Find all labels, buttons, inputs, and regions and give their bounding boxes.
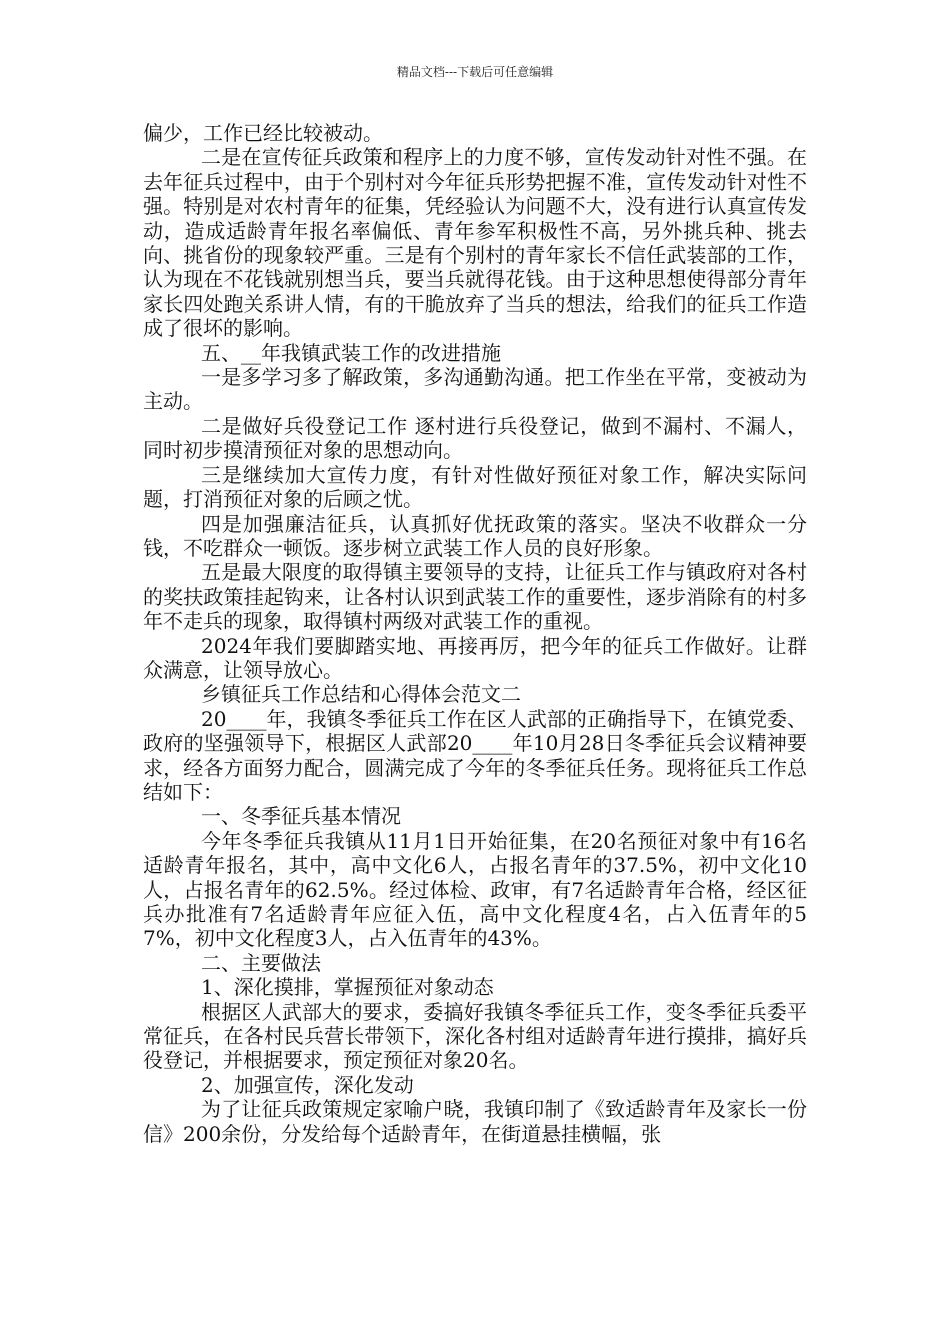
subsection-heading: 2、加强宣传，深化发动	[201, 1072, 414, 1097]
section-heading: 二、主要做法	[201, 950, 321, 975]
page-header: 精品文档---下载后可任意编辑	[396, 65, 554, 79]
paragraph: 四是加强廉洁征兵，认真抓好优抚政策的落实。坚决不收群众一分钱，不吃群众一顿饭。逐步树立武装工作人员的良好形象。	[143, 511, 807, 560]
paragraph: 根据区人武部大的要求，委搞好我镇冬季征兵工作，变冬季征兵委平常征兵，在各村民兵营长带领下，深化各村组对适龄青年进行摸排，搞好兵役登记，并根据要求，预定预征对象20名。	[143, 999, 807, 1073]
paragraph: 二是在宣传征兵政策和程序上的力度不够，宣传发动针对性不强。在去年征兵过程中，由于个别村对今年征兵形势把握不准，宣传发动针对性不强。特别是对农村青年的征集，凭经验认为问题不大，没有进行认真宣传发动，造成适龄青年报名率偏低、青年参军积极性不高，另外挑兵种、挑去向、挑省份的现象较严重。三是有个别村的青年家长不信任武装部的工作，认为现在不花钱就别想当兵，要当兵就得花钱。由于这种思想使得部分青年家长四处跑关系讲人情，有的干脆放弃了当兵的想法，给我们的征兵工作造成了很坏的影响。	[143, 145, 807, 341]
paragraph: 2024年我们要脚踏实地、再接再厉，把今年的征兵工作做好。让群众满意，让领导放心。	[143, 633, 807, 682]
document-body	[143, 121, 807, 1146]
paragraph: 今年冬季征兵我镇从11月1日开始征集，在20名预征对象中有16名适龄青年报名，其中，高中文化6人，占报名青年的37.5%，初中文化10人，占报名青年的62.5%。经过体检、政审，有7名适龄青年合格，经区征兵办批准有7名适龄青年应征入伍，高中文化程度4名，占入伍青年的57%，初中文化程度3人，占入伍青年的43%。	[143, 828, 807, 951]
paragraph: 为了让征兵政策规定家喻户晓，我镇印制了《致适龄青年及家长一份信》200余份，分发给每个适龄青年，在街道悬挂横幅，张	[143, 1097, 807, 1146]
paragraph: 五是最大限度的取得镇主要领导的支持，让征兵工作与镇政府对各村的奖扶政策挂起钩来，让各村认识到武装工作的重要性，逐步消除有的村多年不走兵的现象，取得镇村两级对武装工作的重视。	[143, 560, 807, 634]
section-heading: 五、__年我镇武装工作的改进措施	[201, 340, 501, 365]
subsection-heading: 1、深化摸排，掌握预征对象动态	[201, 975, 494, 1000]
article-title: 乡镇征兵工作总结和心得体会范文二	[201, 682, 521, 707]
paragraph: 三是继续加大宣传力度，有针对性做好预征对象工作，解决实际问题，打消预征对象的后顾之忧。	[143, 462, 807, 512]
section-heading: 一、冬季征兵基本情况	[201, 804, 401, 829]
paragraph: 二是做好兵役登记工作 逐村进行兵役登记，做到不漏村、不漏人，同时初步摸清预征对象的思想动向。	[143, 413, 807, 463]
paragraph-continuation: 偏少，工作已经比较被动。	[143, 121, 383, 145]
paragraph: 一是多学习多了解政策，多沟通勤沟通。把工作坐在平常，变被动为主动。	[143, 365, 807, 414]
paragraph: 20____年，我镇冬季征兵工作在区人武部的正确指导下，在镇党委、政府的坚强领导下，根据区人武部20____年10月28日冬季征兵会议精神要求，经各方面努力配合，圆满完成了今年的冬季征兵任务。现将征兵工作总结如下：	[143, 706, 807, 804]
